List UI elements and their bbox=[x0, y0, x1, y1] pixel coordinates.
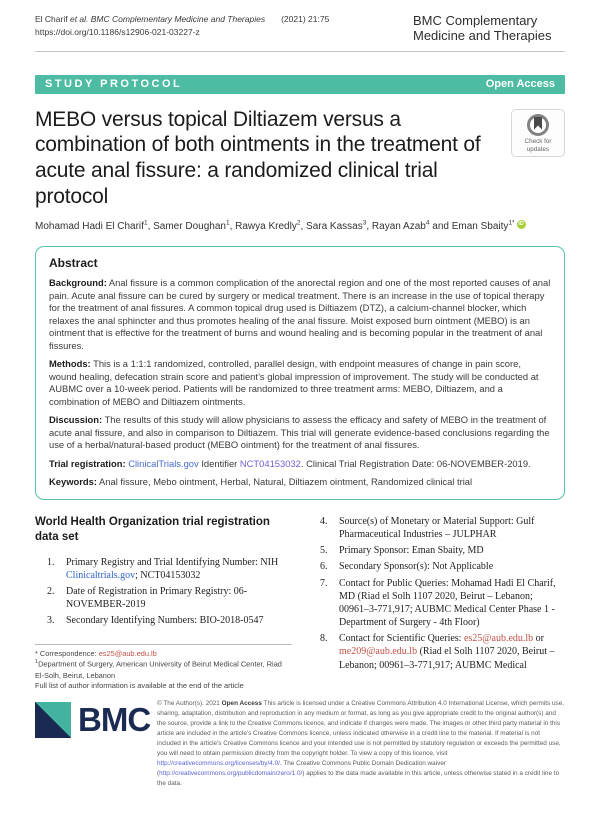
list-item: 4. Source(s) of Monetary or Material Support: Gulf Pharmaceutical Industries – JULPHAR bbox=[320, 515, 535, 540]
bookmark-icon bbox=[534, 117, 542, 130]
citation-authors: El Charif bbox=[35, 14, 70, 24]
clinicaltrials-link[interactable]: Clinicaltrials.gov bbox=[66, 569, 136, 581]
bmc-logo-icon bbox=[35, 702, 71, 738]
bmc-logo bbox=[35, 701, 157, 739]
check-for-updates-button[interactable] bbox=[511, 109, 565, 157]
article-type-banner bbox=[35, 75, 565, 94]
page-title: MEBO versus topical Diltiazem versus a combination of both ointments in the treatment of acute anal fissure: a randomized clinical trial protocol bbox=[35, 107, 481, 209]
doi-link[interactable]: https://doi.org/10.1186/s12906-021-03227-z bbox=[35, 26, 200, 37]
full-list-line: Full list of author information is available at the end of the article bbox=[35, 681, 244, 691]
check-updates-label: Check for updates bbox=[524, 137, 552, 153]
who-registration-section bbox=[35, 515, 565, 692]
list-item: 5. Primary Sponsor: Eman Sbaity, MD bbox=[320, 545, 484, 557]
author: Sara Kassas$^3$, bbox=[306, 219, 372, 233]
author: Mohamad Hadi El Charif$^1$, bbox=[35, 219, 154, 233]
affiliation-line: $^1$Department of Surgery, American University of Beirut Medical Center, Riad El-Solh, Beirut, Lebanon bbox=[35, 659, 282, 680]
abstract-keywords: Keywords: Anal fissure, Mebo ointment, Herbal, Natural, Diltiazem ointment, Randomized clinical trial bbox=[49, 476, 473, 488]
citation-journal-italic: et al. BMC Complementary Medicine and Therapies bbox=[69, 14, 266, 24]
cc-zero-waiver-link[interactable]: http://creativecommons.org/publicdomain/zero/1.0/ bbox=[159, 769, 303, 777]
scientific-query-email-link-2[interactable]: me209@aub.edu.lb bbox=[339, 646, 418, 658]
list-item: 6. Secondary Sponsor(s): Not Applicable bbox=[320, 561, 494, 573]
journal-name-line1: BMC Complementary bbox=[413, 13, 538, 28]
who-section-heading: World Health Organization trial registration data set bbox=[35, 515, 270, 543]
citation-block bbox=[35, 13, 329, 39]
abstract-discussion: Discussion: The results of this study will allow physicians to assess the efficacy and safety of MEBO in the treatment of acute anal fissure, and also in comparison to Diltiazem. This trial will generate evidence-based conclusions regarding the use of a herbal/natural-based product (MEBO ointment) for the treatment of anal fissures. bbox=[49, 414, 550, 451]
list-item: 1. Primary Registry and Trial Identifying Number: NIH Clinicaltrials.gov; NCT04153032 bbox=[47, 556, 279, 581]
left-column bbox=[35, 515, 292, 692]
cc-by-license-link[interactable]: http://creativecommons.org/licenses/by/4.0/ bbox=[157, 759, 280, 767]
open-access-label: Open Access bbox=[485, 77, 555, 90]
copyright-notice: © The Author(s). 2021 Open Access This article is licensed under a Creative Commons Attribution 4.0 International License, which permits use, sharing, adaptation, distribution and reproduction in any medium or format, as long as you give appropriate credit to the original author(s) and the source, provide a link to the Creative Commons licence, and indicate if changes were made. The images or other third party material in this article are included in the article's Creative Commons licence, unless indicated otherwise in a credit line to the material. If material is not included in the article's Creative Commons licence and your intended use is not permitted by statutory regulation or exceeds the permitted use, you will need to obtain permission directly from the copyright holder. To view a copy of this licence, visit http://creativecommons.org/licenses/by/4.0/. The Creative Commons Public Domain Dedication waiver (http://creativecommons.org/publicdomain/zero/1.0/) applies to the data made available in this article, unless otherwise stated in a credit line to the data. bbox=[157, 700, 565, 787]
article-type-label: STUDY PROTOCOL bbox=[45, 77, 183, 90]
right-column bbox=[308, 515, 565, 692]
list-item: 7. Contact for Public Queries: Mohamad Hadi El Charif, MD (Riad el Solh 1107 2020, Beirut – Lebanon; 00961–3-771,917; AUBMC Medical Center Phase 1 - Department of Surgery - 4th Floor) bbox=[320, 577, 556, 629]
title-row bbox=[35, 107, 565, 210]
list-item: 3. Secondary Identifying Numbers: BIO-2018-0547 bbox=[47, 615, 264, 627]
page-header bbox=[35, 13, 565, 44]
abstract-box bbox=[35, 246, 565, 500]
scientific-query-email-link-1[interactable]: es25@aub.edu.lb bbox=[463, 633, 534, 645]
abstract-heading: Abstract bbox=[49, 256, 98, 271]
abstract-background: Background: Anal fissure is a common complication of the anorectal region and one of the most reported causes of anal pain. Acute anal fissure can be cured by surgery or medical treatment. There is an increase in the use of topical therapy for the treatment of anal fissures. A common topical drug used is Diltiazem (DTZ), a calcium-channel blocker, which relaxes the anal sphincter and thus promotes healing of the anal fissure. Moist exposed burn ointment (MEBO) is an ointment that is effective for the treatment of burns and wound healing and is becoming popular in the treatment of anal fissures. bbox=[49, 277, 551, 351]
author: Samer Doughan$^1$, bbox=[153, 219, 236, 233]
journal-name bbox=[413, 13, 565, 44]
author-corresponding: Eman Sbaity$^{1*}$ bbox=[451, 219, 515, 233]
author-list bbox=[35, 220, 565, 232]
list-item: 2. Date of Registration in Primary Registry: 06-NOVEMBER-2019 bbox=[47, 586, 248, 611]
abstract-trial-registration: Trial registration: ClinicalTrials.gov Identifier NCT04153032. Clinical Trial Registration Date: 06-NOVEMBER-2019. bbox=[49, 457, 531, 469]
header-divider bbox=[35, 51, 565, 52]
footnote-divider bbox=[35, 644, 292, 645]
check-updates-icon bbox=[527, 114, 549, 136]
bmc-logo-text: BMC bbox=[78, 701, 151, 738]
nct-identifier-link[interactable]: NCT04153032 bbox=[239, 457, 301, 469]
footnote-block bbox=[35, 644, 292, 692]
author: Rawya Kredly$^2$, bbox=[235, 219, 307, 233]
abstract-methods: Methods: This is a 1:1:1 randomized, controlled, parallel design, with endpoint measures of change in pain score, wound healing, defecation strain score and patient’s global impression of improvement. The study will be conducted at AUBMC over a 10-week period. Patients will be randomized to three treatment arms: MEBO, Diltiazem, and a combination of MEBO and Diltiazem ointments. bbox=[49, 358, 539, 407]
citation-volume: (2021) 21:75 bbox=[281, 14, 330, 24]
registration-list-right bbox=[308, 515, 565, 672]
page-footer bbox=[35, 699, 565, 789]
orcid-icon[interactable]: iD bbox=[518, 220, 524, 227]
correspondence-line: * Correspondence: es25@aub.edu.lb bbox=[35, 648, 157, 658]
clinicaltrials-gov-link[interactable]: ClinicalTrials.gov bbox=[128, 457, 199, 469]
citation-line bbox=[35, 13, 329, 26]
registration-list-left bbox=[35, 556, 292, 628]
correspondence-email-link[interactable]: es25@aub.edu.lb bbox=[98, 648, 157, 658]
author: Rayan Azab$^4$ and bbox=[371, 219, 452, 233]
list-item: 8. Contact for Scientific Queries: es25@aub.edu.lb or me209@aub.edu.lb (Riad el Solh 1107 2020, Beirut – Lebanon; 00961–3-771,917; AUBMC Medical bbox=[320, 633, 555, 671]
journal-name-line2: Medicine and Therapies bbox=[413, 28, 552, 44]
